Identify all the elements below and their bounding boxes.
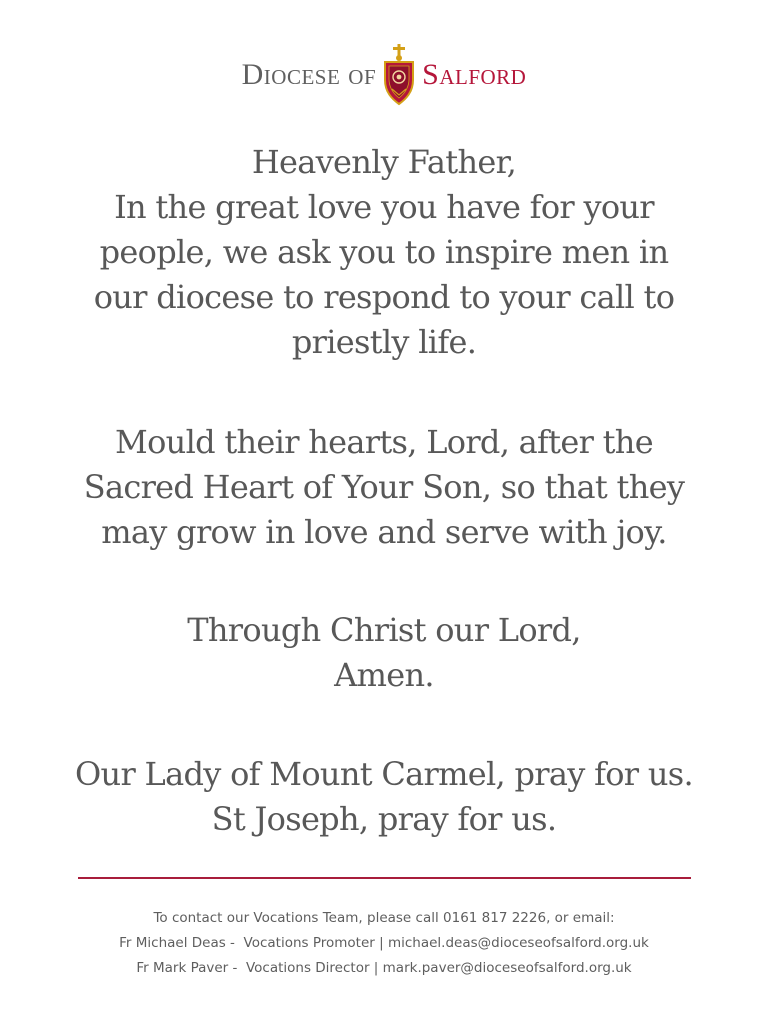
- prayer-stanza-mould: [0, 420, 768, 555]
- contact-intro: To contact our Vocations Team, please call 0161 817 2226, or email:: [153, 910, 615, 926]
- contact-info: [0, 906, 768, 981]
- prayer-line: Mould their hearts, Lord, after the: [115, 423, 653, 461]
- diocese-crest-icon: [382, 44, 416, 106]
- prayer-stanza-amen: [0, 608, 768, 698]
- prayer-line: our diocese to respond to your call to: [93, 278, 675, 316]
- prayer-line: Our Lady of Mount Carmel, pray for us.: [75, 755, 693, 793]
- prayer-line: In the great love you have for your: [114, 188, 654, 226]
- prayer-line: Through Christ our Lord,: [187, 611, 581, 649]
- prayer-line: Heavenly Father,: [251, 143, 517, 181]
- prayer-line: Sacred Heart of Your Son, so that they: [83, 468, 685, 506]
- prayer-line: Amen.: [334, 656, 434, 694]
- contact-director: Fr Mark Paver - Vocations Director | mark.paver@dioceseofsalford.org.uk: [136, 960, 632, 976]
- prayer-line: priestly life.: [291, 323, 477, 361]
- prayer-line: people, we ask you to inspire men in: [99, 233, 669, 271]
- divider: [78, 877, 691, 879]
- contact-promoter: Fr Michael Deas - Vocations Promoter | michael.deas@dioceseofsalford.org.uk: [119, 935, 649, 951]
- prayer-line: may grow in love and serve with joy.: [101, 513, 667, 551]
- logo-text-diocese-of: Diocese of: [241, 58, 377, 91]
- prayer-stanza-intercessions: [0, 752, 768, 842]
- diocese-logo: [0, 44, 768, 106]
- prayer-line: St Joseph, pray for us.: [211, 800, 557, 838]
- prayer-stanza-opening: [0, 140, 768, 365]
- logo-text-salford: Salford: [422, 58, 527, 91]
